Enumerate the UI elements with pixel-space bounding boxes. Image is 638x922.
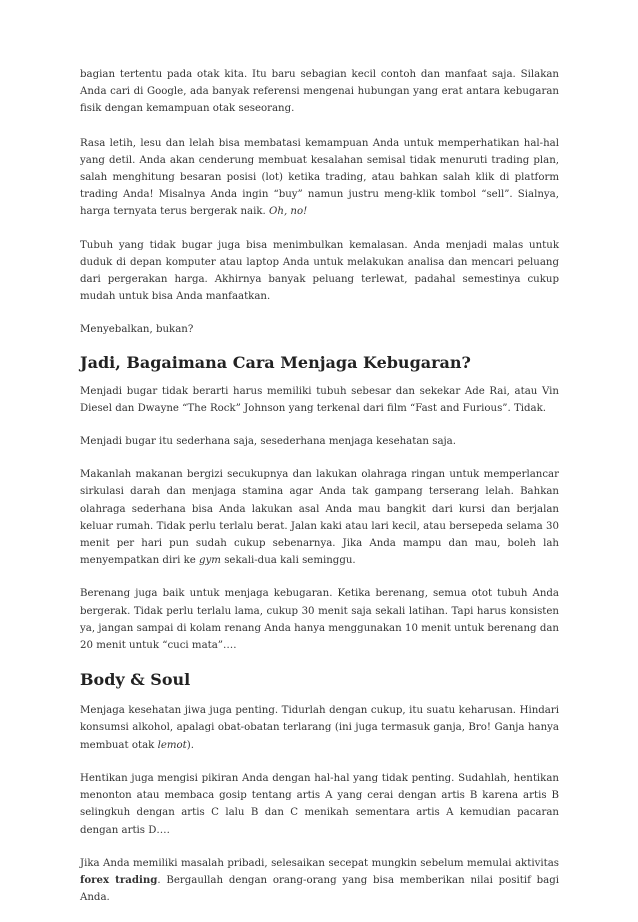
paragraph: Menjadi bugar itu sederhana saja, sesederhana menjaga kesehatan saja. <box>80 436 456 448</box>
emphasis-text: lemot <box>157 739 187 751</box>
paragraph: Hentikan juga mengisi pikiran Anda dengan hal-hal yang tidak penting. Sudahlah, hentikan menonton atau membaca gosip tentang artis A yang cerai dengan artis B karena artis B selingkuh dengan artis C lalu B dan C menikah sementara artis A kemudian pacaran dengan artis D…. <box>80 772 559 836</box>
emphasis-text: Oh, no! <box>269 206 308 218</box>
paragraph-text: Makanlah makanan bergizi secukupnya dan lakukan olahraga ringan untuk memperlancar sirkulasi darah dan menjaga stamina agar Anda tak gampang terserang lelah. Bahkan olahraga sederhana bisa Anda lakukan asal Anda mau bangkit dari kursi dan berjalan keluar rumah. Tidak perlu terlalu berat. Jalan kaki atau lari kecil, atau bersepeda selama 30 menit per hari pun sudah cukup sebenarnya. Jika Anda mampu dan mau, boleh lah menyempatkan diri ke <box>80 469 559 567</box>
section-heading: Body & Soul <box>80 670 191 690</box>
paragraph-text: Jika Anda memiliki masalah pribadi, selesaikan secepat mungkin sebelum memulai aktivitas <box>80 857 559 869</box>
paragraph-text: Menjaga kesehatan jiwa juga penting. Tidurlah dengan cukup, itu suatu keharusan. Hindari konsumsi alkohol, apalagi obat-obatan terlarang (ini juga termasuk ganja, Bro! Ganja hanya membuat otak <box>80 705 559 751</box>
section-heading: Jadi, Bagaimana Cara Menjaga Kebugaran? <box>80 352 471 372</box>
paragraph: Berenang juga baik untuk menjaga kebugaran. Ketika berenang, semua otot tubuh Anda bergerak. Tidak perlu terlalu lama, cukup 30 menit saja sekali latihan. Tapi harus konsisten ya, jangan sampai di kolam renang Anda hanya menggunakan 10 menit untuk berenang dan 20 menit untuk “cuci mata”…. <box>80 588 559 652</box>
paragraph: bagian tertentu pada otak kita. Itu baru sebagian kecil contoh dan manfaat saja. Silakan Anda cari di Google, ada banyak referensi mengenai hubungan yang erat antara kebugaran fisik dengan kemampuan otak seseorang. <box>80 69 559 115</box>
document-body <box>80 66 559 922</box>
paragraph-text: . Bergaullah dengan orang-orang yang bisa memberikan nilai positif bagi Anda. <box>80 874 559 904</box>
paragraph <box>80 135 559 221</box>
bold-text: forex trading <box>80 873 158 886</box>
paragraph <box>80 855 559 907</box>
paragraph: Menyebalkan, bukan? <box>80 324 194 336</box>
paragraph-text: ). <box>186 739 194 751</box>
emphasis-text: gym <box>199 555 221 567</box>
paragraph: Tubuh yang tidak bugar juga bisa menimbulkan kemalasan. Anda menjadi malas untuk duduk di depan komputer atau laptop Anda untuk melakukan analisa dan mencari peluang dari pergerakan harga. Akhirnya banyak peluang terlewat, padahal semestinya cukup mudah untuk bisa Anda manfaatkan. <box>80 239 559 303</box>
paragraph-text: Rasa letih, lesu dan lelah bisa membatasi kemampuan Anda untuk memperhatikan hal-hal yang detil. Anda akan cenderung membuat kesalahan semisal tidak menuruti trading plan, salah menghitung besaran posisi (lot) ketika trading, atau bahkan salah klik di platform trading Anda! Misalnya Anda ingin “buy” namun justru meng-klik tombol “sell”. Sialnya, harga ternyata terus bergerak naik. <box>80 137 559 218</box>
paragraph: Menjadi bugar tidak berarti harus memiliki tubuh sebesar dan sekekar Ade Rai, atau Vin Diesel dan Dwayne “The Rock” Johnson yang terkenal dari film “Fast and Furious”. Tidak. <box>80 385 559 414</box>
paragraph-text: sekali-dua kali seminggu. <box>220 555 356 567</box>
paragraph <box>80 702 559 754</box>
paragraph <box>80 466 559 569</box>
